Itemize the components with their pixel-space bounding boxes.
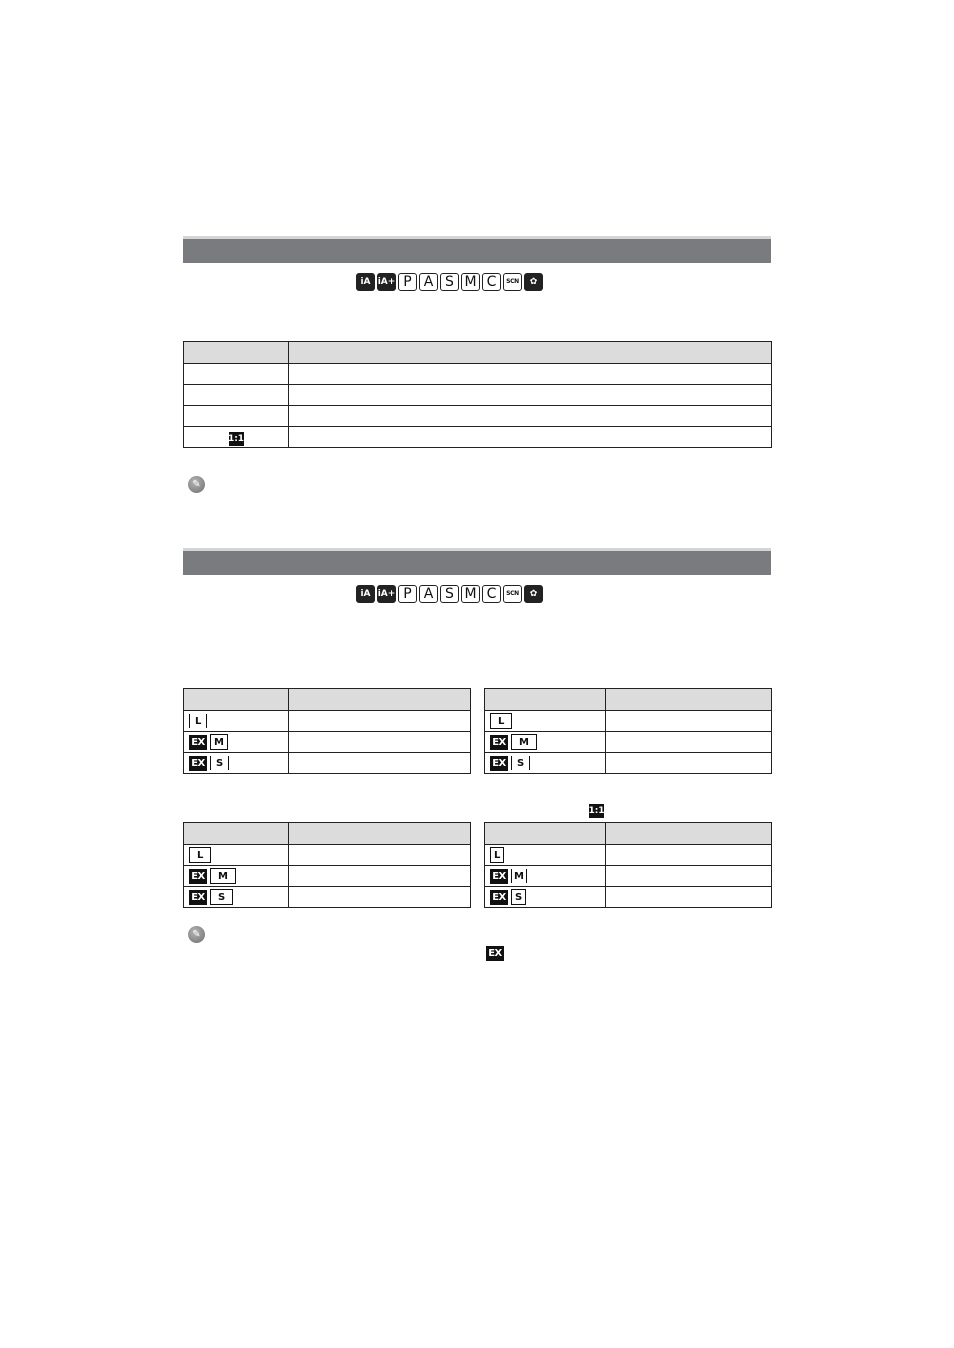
mode-a-icon: A — [419, 273, 438, 291]
table-row — [485, 866, 772, 887]
ex-icon: EX — [490, 756, 508, 771]
size-l-icon: L — [490, 847, 504, 863]
mode-ia-icon: iA — [356, 585, 375, 603]
table-row — [184, 732, 471, 753]
size-m-icon: M — [511, 869, 527, 883]
mode-ia-plus-icon: iA+ — [377, 273, 396, 291]
size-s-icon: S — [511, 756, 530, 770]
size-m-icon: M — [210, 734, 228, 750]
ex-icon: EX — [490, 890, 508, 905]
pencil-icon: ✎ — [188, 926, 205, 943]
table-row — [184, 364, 772, 385]
mode-scn-icon: SCN — [503, 273, 522, 291]
section-header-picture-size — [183, 548, 771, 575]
table-row — [485, 845, 772, 866]
mode-c-icon: C — [482, 585, 501, 603]
applicable-modes-row-1 — [356, 273, 543, 291]
table-row — [485, 753, 772, 774]
mode-m-icon: M — [461, 273, 480, 291]
size-l-icon: L — [189, 847, 211, 863]
table-row — [184, 385, 772, 406]
mode-creative-icon: ✿ — [524, 585, 543, 603]
table-header-row — [184, 689, 471, 711]
table-row — [485, 711, 772, 732]
mode-m-icon: M — [461, 585, 480, 603]
table-header-row — [184, 823, 471, 845]
mode-p-icon: P — [398, 273, 417, 291]
size-s-icon: S — [210, 756, 229, 770]
table-row — [184, 866, 471, 887]
table-row — [184, 845, 471, 866]
picture-size-table-top-left — [183, 688, 471, 774]
ex-icon: EX — [490, 735, 508, 750]
ex-icon: EX — [490, 869, 508, 884]
table-row — [184, 753, 471, 774]
ex-icon: EX — [189, 890, 207, 905]
mode-ia-icon: iA — [356, 273, 375, 291]
mode-s-icon: S — [440, 585, 459, 603]
table-row — [184, 406, 772, 427]
table-row — [485, 732, 772, 753]
applicable-modes-row-2 — [356, 585, 543, 603]
mode-p-icon: P — [398, 585, 417, 603]
table-row — [184, 711, 471, 732]
table-row — [184, 887, 471, 908]
mode-scn-icon: SCN — [503, 585, 522, 603]
mode-c-icon: C — [482, 273, 501, 291]
size-l-icon: L — [490, 713, 512, 729]
picture-size-table-bottom-left — [183, 822, 471, 908]
mode-creative-icon: ✿ — [524, 273, 543, 291]
size-m-icon: M — [511, 734, 537, 750]
ex-icon: EX — [189, 869, 207, 884]
aspect-ratio-table — [183, 341, 772, 448]
table-row — [184, 427, 772, 448]
size-s-icon: S — [511, 889, 526, 905]
table-header-row — [485, 689, 772, 711]
size-m-icon: M — [210, 868, 236, 884]
table-row — [485, 887, 772, 908]
mode-ia-plus-icon: iA+ — [377, 585, 396, 603]
ex-icon: EX — [486, 946, 504, 961]
size-s-icon: S — [210, 889, 233, 905]
section-header-aspect-ratio — [183, 236, 771, 263]
ex-icon: EX — [189, 735, 207, 750]
mode-s-icon: S — [440, 273, 459, 291]
picture-size-table-top-right — [484, 688, 772, 774]
table-header-row — [184, 342, 772, 364]
size-l-icon: L — [189, 714, 207, 728]
mode-a-icon: A — [419, 585, 438, 603]
ex-icon: EX — [189, 756, 207, 771]
aspect-1-1-icon: 1:1 — [227, 434, 245, 444]
picture-size-table-bottom-right — [484, 822, 772, 908]
aspect-1-1-icon: 1:1 — [588, 806, 605, 816]
table-header-row — [485, 823, 772, 845]
pencil-icon: ✎ — [188, 476, 205, 493]
